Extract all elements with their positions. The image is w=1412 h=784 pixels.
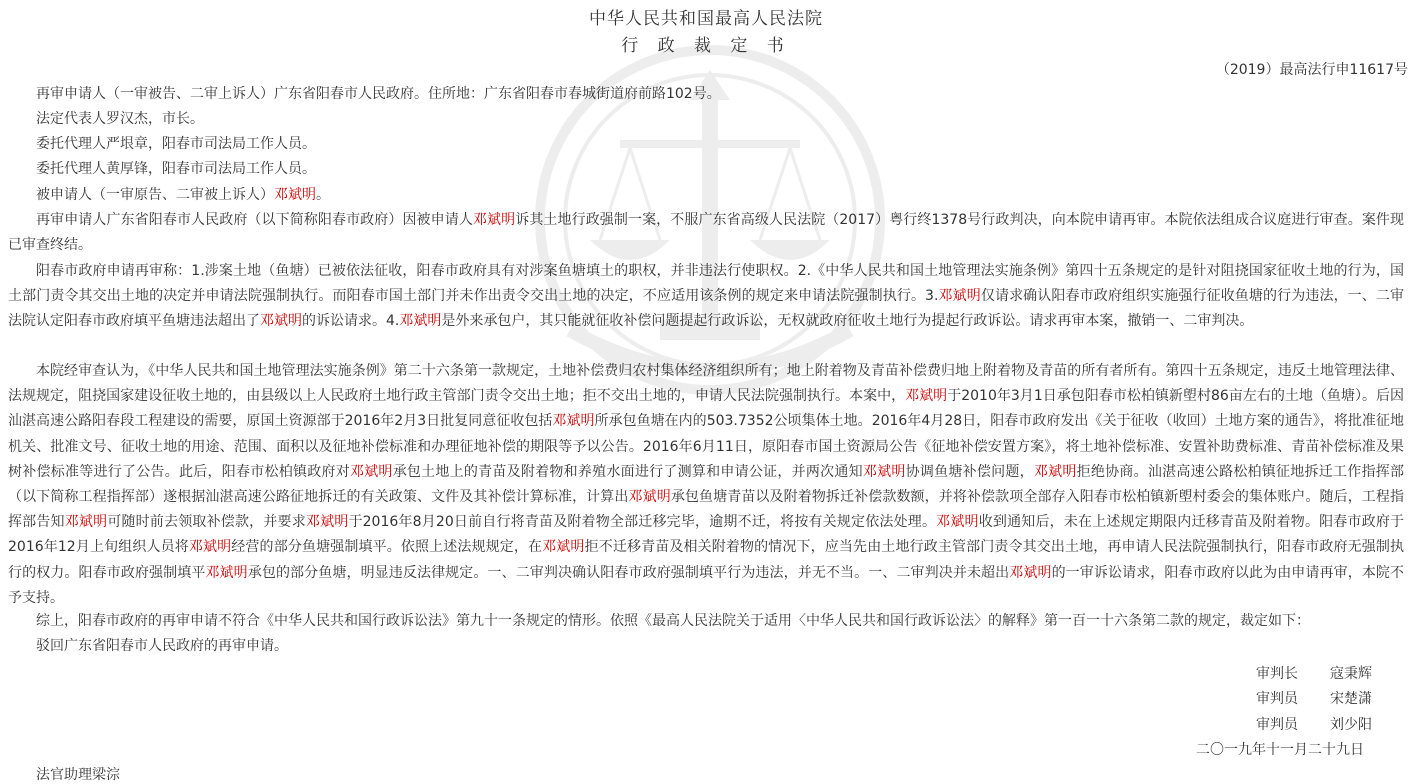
text-segment: 协调鱼塘补偿问题，: [905, 463, 1034, 480]
text-segment: 再审申请人广东省阳春市人民政府（以下简称阳春市政府）因被申请人: [36, 212, 473, 228]
paragraph-applicant-claims: [8, 259, 1404, 335]
signature-name-judge-2: 刘少阳: [1330, 717, 1372, 733]
text-segment: 。: [316, 187, 330, 203]
paragraph-court-reasoning: [8, 359, 1404, 611]
court-name: 中华人民共和国最高人民法院: [589, 9, 823, 29]
text-segment: 于2010年3月1日承包阳春市松柏镇新塱村86亩左右的土地（鱼塘）。后因汕湛高速公路阳春段工程建设的需要，原国土资源部于2016年2月3日批复同意征收包括: [8, 388, 1405, 430]
judgment-date: 二〇一九年十一月二十九日: [1196, 742, 1364, 758]
text-segment: 所承包鱼塘在内的503.7352公顷集体土地。2016年4月28日，阳春市政府发出《关于征收（收回）土地方案的通告》，将批准征地机关、批准文号、征收土地的用途、范围、面积以及征地补偿标准和办理征地补偿的期限等予以公告。2016年6月11日，原阳春市国土资源局公告《征地补偿安置方案》，将土地补偿标准、安置补助费标准、青苗补偿标准及果树补偿标准等进行了公告。此后，阳春市松柏镇政府对: [8, 413, 1404, 480]
respondent-name-mention: 邓斌明: [905, 388, 948, 405]
paragraph-ruling: 驳回广东省阳春市人民政府的再审申请。: [36, 638, 288, 654]
party-legal-representative: 法定代表人罗汉杰，市长。: [36, 111, 204, 127]
text-segment: 的一审诉讼请求，阳春市政府以此为由申请再审，本院不予支持。: [8, 564, 1405, 606]
text-segment: 承包鱼塘青苗以及附着物拆迁补偿款数额，并将补偿款项全部存入阳春市松柏镇新塱村委会的集体账户。随后，工程指挥部告知: [8, 489, 1405, 531]
party-applicant: 再审申请人（一审被告、二审上诉人）广东省阳春市人民政府。住所地：广东省阳春市春城街道府前路102号。: [36, 86, 721, 102]
signature-name-judge-1: 宋楚潇: [1330, 691, 1372, 707]
respondent-name-mention: 邓斌明: [936, 514, 979, 531]
text-segment: 可随时前去领取补偿款，并要求: [107, 514, 306, 531]
case-number: （2019）最高法行申11617号: [1215, 62, 1408, 78]
respondent-name-mention: 邓斌明: [305, 514, 349, 531]
respondent-name-mention: 邓斌明: [349, 463, 393, 480]
respondent-name-mention: 邓斌明: [205, 564, 248, 581]
text-segment: 阳春市政府申请再审称：1.涉案土地（鱼塘）已被依法征收，阳春市政府具有对涉案鱼塘填土的职权，并非违法行使职权。2.《中华人民共和国土地管理法实施条例》第四十五条规定的是针对阻挠国家征收土地的行为，国土部门责令其交出土地的决定并申请法院强制执行。而阳春市国土部门并未作出责令交出土地的决定，不应适用该条例的规定来申请法院强制执行。3.: [8, 263, 1404, 305]
text-segment: 经营的部分鱼塘强制填平。依照上述法规规定，在: [231, 539, 543, 556]
text-segment: 仅请求确认阳春市政府组织实施强行征收鱼塘的行为违法，一、二审法院认定阳春市政府填平鱼塘违法超出了: [8, 288, 1405, 330]
respondent-name: 邓斌明: [274, 187, 316, 203]
respondent-name-mention: 邓斌明: [862, 463, 906, 480]
text-segment: 本院经审查认为，《中华人民共和国土地管理法实施条例》第二十六条第一款规定，土地补偿费归农村集体经济组织所有；地上附着物及青苗补偿费归地上附着物及青苗的所有者所有。第四十五条规定，违反土地管理法律、法规规定，阻挠国家建设征收土地的，由县级以上人民政府土地行政主管部门责令交出土地；拒不交出土地的，申请人民法院强制执行。本案中，: [8, 363, 1404, 405]
text-segment: 诉其土地行政强制一案，不服广东省高级人民法院（2017）粤行终1378号行政判决，向本院申请再审。本院依法组成合议庭进行审查。案件现已审查终结。: [8, 212, 1405, 254]
clerk-name: 法官助理梁淙: [36, 767, 120, 783]
party-agent-2: 委托代理人黄厚锋，阳春市司法局工作人员。: [36, 161, 316, 177]
paragraph-background: [8, 208, 1404, 258]
text-segment: 于2016年8月20日前自行将青苗及附着物全部迁移完毕，逾期不迁，将按有关规定依法处理。: [348, 514, 937, 531]
document-type-title: 行 政 裁 定 书: [621, 36, 791, 56]
respondent-name-mention: 邓斌明: [938, 288, 981, 305]
respondent-name-mention: 邓斌明: [188, 539, 232, 556]
party-respondent: [8, 183, 1404, 208]
text-segment: 承包的部分鱼塘，明显违反法律规定。一、二审判决确认阳春市政府强制填平行为违法，并无不当。一、二审判决并未超出: [247, 564, 1010, 581]
signature-name-presiding-judge: 寇秉辉: [1330, 666, 1372, 682]
respondent-name-mention: 邓斌明: [628, 489, 671, 506]
respondent-name-mention: 邓斌明: [399, 313, 442, 330]
respondent-name-mention: 邓斌明: [64, 514, 108, 531]
signature-role-judge-2: 审判员: [1256, 717, 1298, 733]
text-segment: 的诉讼请求。4.: [302, 313, 400, 330]
text-segment: 收到通知后，未在上述规定期限内迁移青苗及附着物。阳春市政府于2016年12月上旬组织人员将: [8, 514, 1405, 556]
text-segment: 承包土地上的青苗及附着物和养殖水面进行了测算和申请公证，并两次通知: [392, 463, 863, 480]
signature-role-presiding-judge: 审判长: [1256, 666, 1298, 682]
text-segment: 是外来承包户，其只能就征收补偿问题提起行政诉讼，无权就政府征收土地行为提起行政诉讼。请求再审本案，撤销一、二审判决。: [441, 313, 1254, 330]
text-segment: 被申请人（一审原告、二审被上诉人）: [36, 187, 274, 203]
respondent-name-mention: 邓斌明: [1009, 564, 1052, 581]
respondent-name-mention: 邓斌明: [1033, 463, 1077, 480]
respondent-name-mention: 邓斌明: [260, 313, 302, 330]
respondent-name-mention: 邓斌明: [472, 212, 516, 228]
paragraph-conclusion: 综上，阳春市政府的再审申请不符合《中华人民共和国行政诉讼法》第九十一条规定的情形。依照《最高人民法院关于适用〈中华人民共和国行政诉讼法〉的解释》第一百一十六条第二款的规定，裁定如下：: [36, 613, 1310, 629]
text-segment: 拒不迁移青苗及相关附着物的情况下，应当先由土地行政主管部门责令其交出土地，再申请人民法院强制执行，阳春市政府无强制执行的权力。阳春市政府强制填平: [8, 539, 1405, 581]
signature-role-judge-1: 审判员: [1256, 691, 1298, 707]
party-agent-1: 委托代理人严垠章，阳春市司法局工作人员。: [36, 136, 316, 152]
respondent-name-mention: 邓斌明: [552, 413, 595, 430]
respondent-name-mention: 邓斌明: [542, 539, 585, 556]
text-segment: 拒绝协商。汕湛高速公路松柏镇征地拆迁工作指挥部（以下简称工程指挥部）遂根据汕湛高速公路征地拆迁的有关政策、文件及其补偿计算标准，计算出: [8, 463, 1405, 506]
